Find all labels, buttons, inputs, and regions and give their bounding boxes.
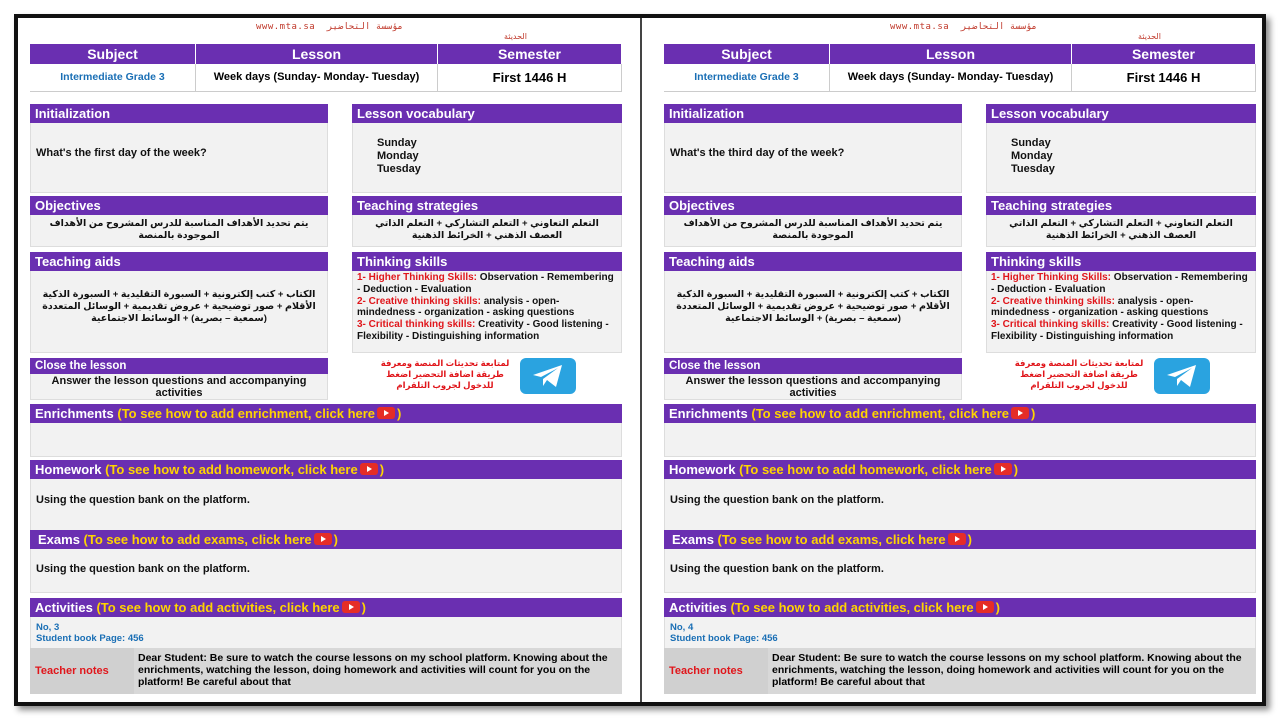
close-text: Answer the lesson questions and accompanying activities — [30, 374, 328, 400]
lesson-page-2 — [660, 18, 1264, 702]
objectives-box — [30, 196, 328, 247]
site-tag: الحديثة — [1138, 32, 1161, 41]
homework-text: Using the question bank on the platform. — [30, 479, 622, 531]
close-title: Close the lesson — [30, 358, 328, 374]
aids-box — [30, 252, 328, 353]
telegram-icon[interactable] — [1154, 358, 1210, 394]
vocabulary-title: Lesson vocabulary — [986, 104, 1256, 123]
subject-value: Intermediate Grade 3 — [30, 64, 196, 91]
thinking-skill-3: 3- Critical thinking skills: Creativity - Good listening - Flexibility - Distinguishing information — [357, 319, 609, 342]
youtube-icon[interactable] — [1011, 407, 1029, 419]
objectives-box — [664, 196, 962, 247]
homework-text: Using the question bank on the platform. — [664, 479, 1256, 531]
exams-box — [30, 530, 622, 593]
activities-link[interactable]: (To see how to add activities, click here — [730, 600, 974, 615]
thinking-skill-1: 1- Higher Thinking Skills: Observation - Remembering - Deduction - Evaluation — [991, 272, 1248, 295]
vocabulary-box — [352, 104, 622, 193]
enrichments-title: Enrichments (To see how to add enrichment, click here ) — [30, 404, 622, 423]
subject-heading: Subject — [664, 44, 830, 64]
student-book-page: Student book Page: 456 — [36, 633, 144, 644]
activity-number: No, 3 — [36, 622, 60, 633]
strategies-line: العصف الذهني + الخرائط الذهنية — [1045, 230, 1197, 241]
enrichment-link[interactable]: (To see how to add enrichment, click here — [117, 406, 376, 421]
vocab-item: Monday — [1011, 150, 1053, 162]
vocab-item: Tuesday — [1011, 163, 1055, 175]
youtube-icon[interactable] — [314, 533, 332, 545]
page-divider — [640, 18, 642, 702]
vocab-item: Sunday — [1011, 137, 1051, 149]
homework-title: Homework (To see how to add homework, click here ) — [30, 460, 622, 479]
lesson-heading: Lesson — [830, 44, 1072, 64]
site-header: www.mta.sa مؤسسة التحاضير — [256, 22, 403, 32]
enrichments-body — [664, 423, 1256, 457]
teacher-notes-text: Dear Student: Be sure to watch the course lessons on my school platform. Knowing about the enrichments, watching the lesson, doing homework and activities will count for you on the platform! Be careful about that — [768, 648, 1256, 694]
vocabulary-title: Lesson vocabulary — [352, 104, 622, 123]
activities-box — [30, 598, 622, 649]
subject-heading: Subject — [30, 44, 196, 64]
homework-link[interactable]: (To see how to add homework, click here — [105, 462, 358, 477]
semester-value: First 1446 H — [438, 64, 622, 91]
enrichments-box — [30, 404, 622, 457]
semester-heading: Semester — [1072, 44, 1256, 64]
youtube-icon[interactable] — [360, 463, 378, 475]
aids-title: Teaching aids — [664, 252, 962, 271]
telegram-icon[interactable] — [520, 358, 576, 394]
youtube-icon[interactable] — [377, 407, 395, 419]
youtube-icon[interactable] — [994, 463, 1012, 475]
strategies-line: التعلم التعاوني + التعلم التشاركي + التعلم الذاتي — [1009, 218, 1233, 229]
initialization-title: Initialization — [664, 104, 962, 123]
activities-link[interactable]: (To see how to add activities, click here — [96, 600, 340, 615]
strategies-title: Teaching strategies — [986, 196, 1256, 215]
lesson-heading: Lesson — [196, 44, 438, 64]
exams-link[interactable]: (To see how to add exams, click here — [717, 532, 946, 547]
semester-heading: Semester — [438, 44, 622, 64]
activities-box — [664, 598, 1256, 649]
strategies-title: Teaching strategies — [352, 196, 622, 215]
vocab-item: Sunday — [377, 137, 417, 149]
strategies-line: التعلم التعاوني + التعلم التشاركي + التعلم الذاتي — [375, 218, 599, 229]
thinking-skill-2: 2- Creative thinking skills: analysis - open-mindedness - organization - asking questions — [357, 295, 575, 319]
homework-link[interactable]: (To see how to add homework, click here — [739, 462, 992, 477]
objectives-title: Objectives — [30, 196, 328, 215]
thinking-title: Thinking skills — [352, 252, 622, 271]
document-frame — [14, 14, 1266, 706]
site-tag: الحديثة — [504, 32, 527, 41]
youtube-icon[interactable] — [976, 601, 994, 613]
initialization-title: Initialization — [30, 104, 328, 123]
teacher-notes-label: Teacher notes — [664, 648, 768, 694]
exams-text: Using the question bank on the platform. — [30, 549, 622, 593]
teacher-notes-text: Dear Student: Be sure to watch the course lessons on my school platform. Knowing about the enrichments, watching the lesson, doing homework and activities will count for you on the platform! Be careful about that — [134, 648, 622, 694]
subject-value: Intermediate Grade 3 — [664, 64, 830, 91]
exams-link[interactable]: (To see how to add exams, click here — [83, 532, 312, 547]
info-header — [30, 44, 622, 92]
telegram-promo-text[interactable]: لمتابعة تحديثات المنصة ومعرفة طريقة اضافة التحضير اضغط للدخول لجروب التلقرام — [380, 358, 510, 390]
teacher-notes-label: Teacher notes — [30, 648, 134, 694]
objectives-title: Objectives — [664, 196, 962, 215]
youtube-icon[interactable] — [948, 533, 966, 545]
vocabulary-box — [986, 104, 1256, 193]
close-box — [664, 358, 962, 400]
lesson-page-1 — [26, 18, 630, 702]
initialization-question: What's the first day of the week? — [30, 123, 328, 193]
exams-box — [664, 530, 1256, 593]
objectives-text: يتم تحديد الأهداف المناسبة للدرس المشروح من الأهداف الموجودة بالمنصة — [664, 215, 962, 247]
strategies-line: العصف الذهني + الخرائط الذهنية — [411, 230, 563, 241]
site-header: www.mta.sa مؤسسة التحاضير — [890, 22, 1037, 32]
exams-title: Exams (To see how to add exams, click here ) — [30, 530, 622, 549]
aids-title: Teaching aids — [30, 252, 328, 271]
telegram-promo-text[interactable]: لمتابعة تحديثات المنصة ومعرفة طريقة اضافة التحضير اضغط للدخول لجروب التلقرام — [1014, 358, 1144, 390]
close-title: Close the lesson — [664, 358, 962, 374]
enrichment-link[interactable]: (To see how to add enrichment, click here — [751, 406, 1010, 421]
activity-number: No, 4 — [670, 622, 694, 633]
info-header — [664, 44, 1256, 92]
strategies-box — [352, 196, 622, 247]
thinking-box — [986, 252, 1256, 353]
enrichments-body — [30, 423, 622, 457]
enrichments-box — [664, 404, 1256, 457]
lesson-value: Week days (Sunday- Monday- Tuesday) — [196, 64, 438, 91]
thinking-skill-1: 1- Higher Thinking Skills: Observation - Remembering - Deduction - Evaluation — [357, 272, 614, 295]
teacher-notes — [30, 648, 622, 694]
activities-title: Activities (To see how to add activities, click here ) — [30, 598, 622, 617]
student-book-page: Student book Page: 456 — [670, 633, 778, 644]
objectives-text: يتم تحديد الأهداف المناسبة للدرس المشروح من الأهداف الموجودة بالمنصة — [30, 215, 328, 247]
teacher-notes — [664, 648, 1256, 694]
thinking-skill-2: 2- Creative thinking skills: analysis - open-mindedness - organization - asking questions — [991, 295, 1209, 319]
exams-title: Exams (To see how to add exams, click here ) — [664, 530, 1256, 549]
activities-title: Activities (To see how to add activities, click here ) — [664, 598, 1256, 617]
youtube-icon[interactable] — [342, 601, 360, 613]
enrichments-title: Enrichments (To see how to add enrichment, click here ) — [664, 404, 1256, 423]
vocab-item: Monday — [377, 150, 419, 162]
initialization-question: What's the third day of the week? — [664, 123, 962, 193]
homework-box — [664, 460, 1256, 531]
aids-text: الكتاب + كتب إلكترونية + السبورة التقليدية + السبورة الذكية الأقلام + صور توضيحية + عروض تقديمية + الوسائل المتعددة (سمعية – بصرية) + الوسائط الاجتماعية — [30, 271, 328, 353]
vocab-item: Tuesday — [377, 163, 421, 175]
strategies-box — [986, 196, 1256, 247]
aids-box — [664, 252, 962, 353]
close-box — [30, 358, 328, 400]
homework-title: Homework (To see how to add homework, click here ) — [664, 460, 1256, 479]
aids-text: الكتاب + كتب إلكترونية + السبورة التقليدية + السبورة الذكية الأقلام + صور توضيحية + عروض تقديمية + الوسائل المتعددة (سمعية – بصرية) + الوسائط الاجتماعية — [664, 271, 962, 353]
thinking-title: Thinking skills — [986, 252, 1256, 271]
close-text: Answer the lesson questions and accompanying activities — [664, 374, 962, 400]
thinking-skill-3: 3- Critical thinking skills: Creativity - Good listening - Flexibility - Distinguishing information — [991, 319, 1243, 342]
initialization-box — [30, 104, 328, 193]
lesson-value: Week days (Sunday- Monday- Tuesday) — [830, 64, 1072, 91]
semester-value: First 1446 H — [1072, 64, 1256, 91]
thinking-box — [352, 252, 622, 353]
exams-text: Using the question bank on the platform. — [664, 549, 1256, 593]
initialization-box — [664, 104, 962, 193]
homework-box — [30, 460, 622, 531]
